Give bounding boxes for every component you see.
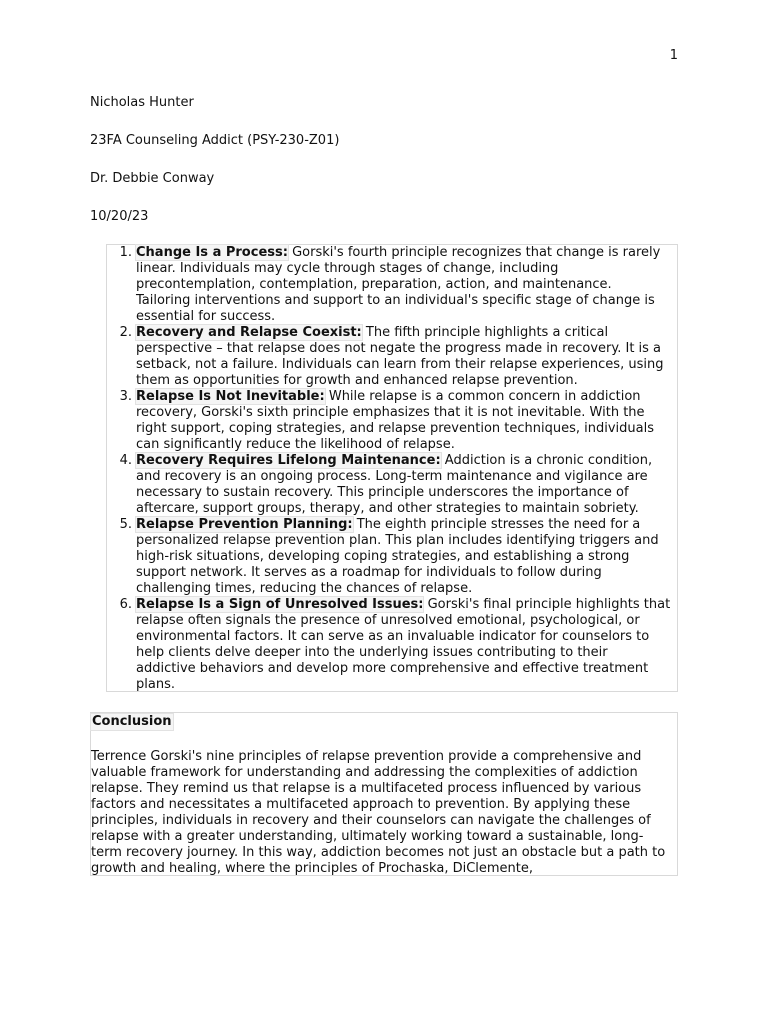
conclusion-line: relapse. They remind us that relapse is a multifaceted process influenced by various <box>91 781 642 796</box>
list-item-line: plans. <box>136 677 175 692</box>
page-number: 1 <box>669 48 678 63</box>
principles-list <box>106 244 678 692</box>
principle-heading: Relapse Is a Sign of Unresolved Issues: <box>136 597 424 612</box>
list-item-line: them as opportunities for growth and enhanced relapse prevention. <box>136 373 578 388</box>
list-item-text <box>136 325 678 389</box>
list-item-number: 5. <box>119 517 132 532</box>
list-item-line: support network. It serves as a roadmap for individuals to follow during <box>136 565 602 580</box>
list-item-text <box>136 389 678 453</box>
principle-text: The eighth principle stresses the need for a <box>352 517 641 532</box>
list-item-line <box>136 453 678 469</box>
list-item-line: addictive behaviors and develop more comprehensive and effective treatment <box>136 661 649 676</box>
principle-text: Gorski's final principle highlights that <box>423 597 671 612</box>
principle-text: Gorski's fourth principle recognizes that change is rarely <box>287 245 661 260</box>
submission-date: 10/20/23 <box>90 209 149 224</box>
list-item-text <box>136 597 678 693</box>
list-item-text <box>136 453 678 517</box>
conclusion-line: growth and healing, where the principles of Prochaska, DiClemente, <box>91 861 534 876</box>
list-item-line: Tailoring interventions and support to an individual's specific stage of change is <box>136 293 655 308</box>
principle-heading: Change Is a Process: <box>136 245 288 260</box>
list-item-line: personalized relapse prevention plan. This plan includes identifying triggers and <box>136 533 659 548</box>
list-item-text <box>136 517 678 597</box>
list-item-line: high-risk situations, developing coping strategies, and establishing a strong <box>136 549 630 564</box>
list-item-text <box>136 245 678 325</box>
instructor-name: Dr. Debbie Conway <box>90 171 215 186</box>
list-item-number: 4. <box>119 453 132 468</box>
conclusion-paragraph <box>91 749 679 877</box>
conclusion-line: relapse with a greater understanding, ultimately working toward a sustainable, long- <box>91 829 644 844</box>
conclusion-line: term recovery journey. In this way, addiction becomes not just an obstacle but a path to <box>91 845 666 860</box>
conclusion-line: valuable framework for understanding and addressing the complexities of addiction <box>91 765 638 780</box>
student-name: Nicholas Hunter <box>90 95 194 110</box>
principle-heading: Recovery Requires Lifelong Maintenance: <box>136 453 441 468</box>
list-item-line: setback, not a failure. Individuals can learn from their relapse experiences, using <box>136 357 664 372</box>
list-item-line: essential for success. <box>136 309 276 324</box>
conclusion-line: factors and necessitates a multifaceted approach to prevention. By applying these <box>91 797 631 812</box>
conclusion-line: Terrence Gorski's nine principles of relapse prevention provide a comprehensive and <box>91 749 642 764</box>
list-item-line: perspective – that relapse does not negate the progress made in recovery. It is a <box>136 341 662 356</box>
list-item-line: necessary to sustain recovery. This principle underscores the importance of <box>136 485 629 500</box>
list-item-number: 6. <box>119 597 132 612</box>
list-item-number: 2. <box>119 325 132 340</box>
principle-text: Addiction is a chronic condition, <box>440 453 653 468</box>
list-item-line: help clients delve deeper into the underlying issues contributing to their <box>136 645 608 660</box>
conclusion-line: principles, individuals in recovery and their counselors can navigate the challenges of <box>91 813 651 828</box>
principle-heading: Relapse Is Not Inevitable: <box>136 389 325 404</box>
course-title: 23FA Counseling Addict (PSY-230-Z01) <box>90 133 340 148</box>
conclusion-heading: Conclusion <box>92 714 172 729</box>
list-item-line <box>136 597 678 613</box>
conclusion-section <box>90 712 678 876</box>
principle-heading: Relapse Prevention Planning: <box>136 517 353 532</box>
list-item-line <box>136 245 678 261</box>
principle-heading: Recovery and Relapse Coexist: <box>136 325 362 340</box>
list-item-line: right support, coping strategies, and relapse prevention techniques, individuals <box>136 421 654 436</box>
list-item-line: relapse often signals the presence of unresolved emotional, psychological, or <box>136 613 640 628</box>
list-item-line: recovery, Gorski's sixth principle emphasizes that it is not inevitable. With the <box>136 405 645 420</box>
list-item-line: aftercare, support groups, therapy, and other strategies to maintain sobriety. <box>136 501 639 516</box>
principle-text: The fifth principle highlights a critical <box>361 325 609 340</box>
list-item-number: 3. <box>119 389 132 404</box>
principle-text: While relapse is a common concern in addiction <box>324 389 641 404</box>
list-item-line <box>136 389 678 405</box>
list-item-line: linear. Individuals may cycle through stages of change, including <box>136 261 559 276</box>
list-item-line: can significantly reduce the likelihood of relapse. <box>136 437 455 452</box>
list-item-line <box>136 325 678 341</box>
list-item-line: environmental factors. It can serve as an invaluable indicator for counselors to <box>136 629 650 644</box>
list-item-number: 1. <box>119 245 132 260</box>
list-item-line: precontemplation, contemplation, preparation, action, and maintenance. <box>136 277 612 292</box>
list-item-line <box>136 517 678 533</box>
list-item-line: challenging times, reducing the chances of relapse. <box>136 581 473 596</box>
list-item-line: and recovery is an ongoing process. Long-term maintenance and vigilance are <box>136 469 648 484</box>
